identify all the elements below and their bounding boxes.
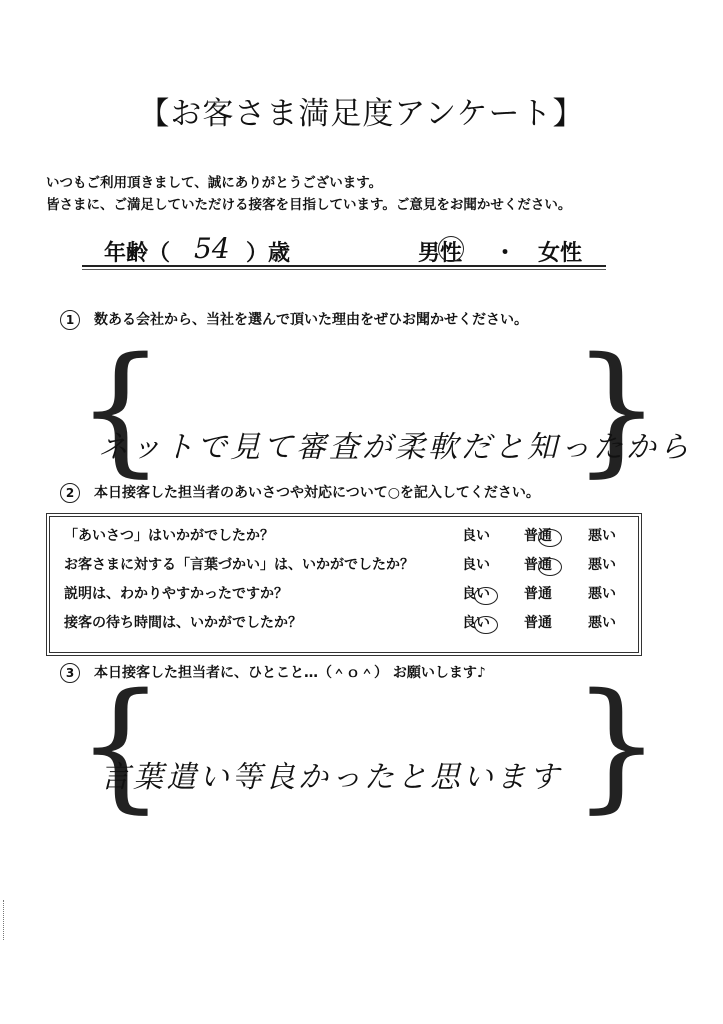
option-average[interactable]: 普通 [524,557,552,573]
question-2-text: 本日接客した担当者のあいさつや対応について○を記入してください。 [94,485,540,501]
gender-selected-circle [438,236,464,262]
question-3-text: 本日接客した担当者に、ひとこと…（＾ｏ＾） お願いします♪ [94,665,486,681]
gender-separator: ・ [494,241,517,266]
q3-answer[interactable]: 言葉遣い等良かったと思います [100,760,562,795]
q3-left-brace: { [76,664,166,827]
option-good[interactable]: 良い [462,586,490,602]
selected-circle [538,558,562,576]
option-poor[interactable]: 悪い [588,586,616,602]
option-poor[interactable]: 悪い [588,615,616,631]
survey-title: 【お客さま満足度アンケート】 [138,96,585,132]
option-good[interactable]: 良い [462,528,490,544]
question-2-number: 2 [60,483,80,503]
question-1 [60,309,528,330]
question-1-number: 1 [60,310,80,330]
option-average[interactable]: 普通 [524,586,552,602]
intro-line-2: 皆さまに、ご満足していただける接客を目指しています。ご意見をお聞かせください。 [46,197,572,213]
rating-question: 説明は、わかりやすかったですか？ [64,586,288,602]
question-1-text: 数ある会社から、当社を選んで頂いた理由をぜひお聞かせください。 [94,312,528,328]
rating-question: 「あいさつ」はいかがでしたか？ [64,528,274,544]
q1-answer[interactable]: ネットで見て審査が柔軟だと知ったから [98,430,692,465]
q1-left-brace: { [76,328,166,491]
gender-male[interactable]: 男性 [418,241,463,266]
option-average[interactable]: 普通 [524,615,552,631]
option-good[interactable]: 良い [462,615,490,631]
option-poor[interactable]: 悪い [588,557,616,573]
selected-circle [538,529,562,547]
rating-row-explanation [64,583,628,603]
option-average[interactable]: 普通 [524,528,552,544]
rating-row-greeting [64,525,628,545]
selected-circle [474,616,498,634]
rating-row-language [64,554,628,574]
age-gender-row [82,234,606,270]
q3-right-brace: } [572,664,662,827]
intro-line-1: いつもご利用頂きまして、誠にありがとうございます。 [46,175,383,191]
rating-row-wait-time [64,612,628,632]
gender-female[interactable]: 女性 [538,241,583,266]
rating-question: 接客の待ち時間は、いかがでしたか？ [64,615,302,631]
age-label-prefix: 年齢（ [104,241,171,266]
age-value[interactable]: 54 [194,232,230,265]
option-poor[interactable]: 悪い [588,528,616,544]
age-label-suffix: ）歳 [246,241,291,266]
rating-question: お客さまに対する「言葉づかい」は、いかがでしたか？ [64,557,414,573]
question-2 [60,482,540,503]
question-3-number: 3 [60,663,80,683]
scan-edge-dots [3,900,6,940]
option-good[interactable]: 良い [462,557,490,573]
rating-table [46,513,642,656]
selected-circle [474,587,498,605]
q1-right-brace: } [572,328,662,491]
